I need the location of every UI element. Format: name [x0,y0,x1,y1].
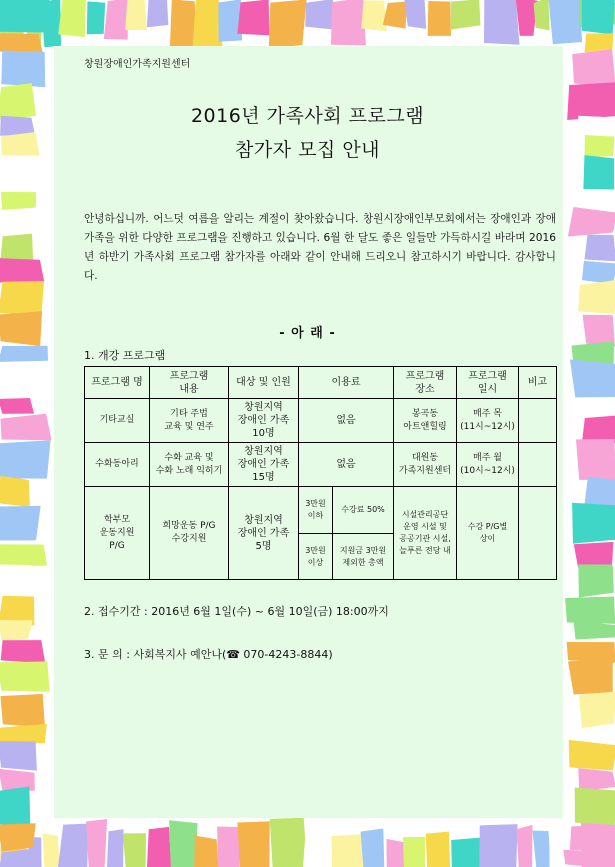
border-tile [428,1,451,36]
border-tile [0,476,30,507]
border-tile [303,823,333,867]
border-tile [58,0,86,37]
row1-fee: 없음 [299,399,394,443]
border-tile [0,210,45,235]
border-tile [0,661,50,691]
border-tile [570,359,615,397]
table-header-row [85,367,557,399]
row1-place: 봉곡동 아트앤힐링 [394,399,457,443]
border-tile [451,0,481,30]
section-1-title: 1. 개강 프로그램 [84,349,166,362]
row3-fee-a: 수강료 50% [333,487,394,534]
row2-place: 대원동 가족지원센터 [394,443,457,487]
row2-target: 창원지역 장애인 가족 15명 [229,443,299,487]
border-tile [0,823,36,851]
border-tile [146,827,172,867]
border-tile [0,414,51,441]
border-tile [361,828,385,867]
border-tile [479,824,517,867]
row3-fee-b-label: 3만원 이상 [299,534,333,580]
border-tile [0,544,47,565]
border-tile [563,850,615,867]
row1-name: 기타교실 [85,399,150,443]
border-tile [383,2,407,29]
section-2-registration-period: 2. 접수기간 : 2016년 6월 1일(수) ~ 6월 10일(금) 18:00까지 [84,605,389,618]
title-line-2: 참가자 모집 안내 [234,139,381,161]
border-tile [237,0,269,35]
border-tile [0,234,33,262]
border-tile [58,824,89,867]
row3-note [519,487,557,580]
border-tile [125,0,147,30]
row1-note [519,399,557,443]
border-tile [582,261,615,284]
border-tile [578,768,615,791]
row2-time: 매주 월 (10시~12시) [457,443,519,487]
section-3-contact: 3. 문 의 : 사회복지사 예안나(☎ 070-4243-8844) [84,648,333,661]
border-tile [568,207,615,236]
header-program-name: 프로그램 명 [85,367,150,399]
border-tile [403,837,425,867]
border-tile [0,769,35,791]
border-tile [147,0,168,27]
border-tile [1,51,45,88]
border-tile [0,398,34,414]
border-tile [361,0,387,31]
border-tile [123,833,146,867]
border-tile [305,0,333,29]
border-tile [0,0,49,32]
row1-content: 기타 주법 교육 및 연주 [150,399,229,443]
border-tile [534,0,550,30]
border-tile [332,834,366,867]
border-tile [0,281,44,316]
row1-time: 매주 목 (11시~12시) [457,399,519,443]
border-tile [584,235,615,262]
border-tile [581,398,615,418]
border-tile [217,826,240,867]
border-tile [578,280,615,314]
border-tile [107,829,124,867]
header-place [394,367,457,399]
row2-name: 수화동아리 [85,443,150,487]
border-tile [451,837,483,867]
header-target: 대상 및 인원 [229,367,299,399]
intro-paragraph: 안녕하십니까. 어느덧 여름을 알리는 계절이 찾아왔습니다. 창원시장애인부모회에서는 장애인과 장애 가족을 위한 다양한 프로그램을 진행하고 있습니다. 6월 한 달도 좋은 일들만 가득하시길 바라며 2016년 하반기 가족사회 프로그램 참가자를 아래와 같이 안내해 드리오니 참고하시기 바랍니다. 감사합니다. [84,213,556,282]
border-tile [484,0,520,45]
border-tile [1,640,46,663]
border-tile [0,564,32,595]
border-tile [0,440,51,478]
border-tile [574,542,614,567]
border-tile [0,258,44,282]
title-line-1: 2016년 가족사회 프로그램 [190,105,425,127]
border-tile [0,741,37,771]
row3-fee-a-label: 3만원 이하 [299,487,333,534]
header-note: 비고 [519,367,557,399]
notice-heading: - 아 래 - [279,326,336,341]
table-row [85,443,557,487]
border-tile [569,740,615,770]
header-time-text: 프로그램 일시 [468,370,507,395]
row2-fee: 없음 [299,443,394,487]
border-tile [0,346,48,362]
border-tile [548,0,582,44]
row3-place: 시설관리공단 운영 시설 및 공공기관 시설, 늘푸른 전당 내 [394,487,457,580]
border-tile [237,821,269,867]
header-program-content [150,367,229,399]
border-tile [0,506,41,541]
row3-target: 창원지역 장애인 가족 5명 [229,487,299,580]
border-tile [193,0,223,46]
border-tile [578,564,614,597]
row3-fee-b: 지원금 3만원 제외한 총액 [333,534,394,580]
border-tile [404,0,426,29]
header-place-text: 프로그램 장소 [405,370,445,395]
organization-name: 창원장애인가족지원센터 [84,59,191,70]
border-tile [568,659,613,695]
border-tile [0,786,30,826]
border-tile [0,694,45,728]
border-tile [570,825,615,850]
row3-time: 수강 P/G별 상이 [457,487,519,580]
border-tile [0,620,33,641]
border-tile [584,477,615,507]
border-tile [575,787,615,825]
row3-content: 희망운동 P/G 수강지원 [150,487,229,580]
border-tile [170,0,197,50]
row3-name: 학부모 운동지원 P/G [85,487,150,580]
header-time [457,367,519,399]
border-tile [387,839,406,867]
border-tile [572,503,615,544]
row1-target: 창원지역 장애인 가족 10명 [229,399,299,443]
border-tile [194,835,220,867]
border-tile [1,192,36,210]
border-tile [269,0,307,48]
header-program-content-text: 프로그램 내용 [169,370,209,395]
border-tile [87,1,105,34]
border-tile [104,0,128,40]
border-tile [169,820,197,867]
border-tile [218,0,242,42]
border-tile [0,361,48,402]
row2-note [519,443,557,487]
border-tile [43,834,62,867]
border-tile [582,0,615,34]
border-tile [331,0,366,45]
row2-content: 수화 교육 및 수화 노래 익히기 [150,443,229,487]
table-row [85,487,557,534]
table-row [85,399,557,443]
program-table [84,366,557,580]
header-fee: 이용료 [299,367,394,399]
border-tile [565,597,615,624]
border-tile [86,819,107,867]
border-tile [576,439,615,480]
border-tile [579,691,615,728]
border-tile [270,818,308,867]
border-tile [516,825,532,867]
border-tile [572,49,615,88]
border-tile [426,831,451,867]
